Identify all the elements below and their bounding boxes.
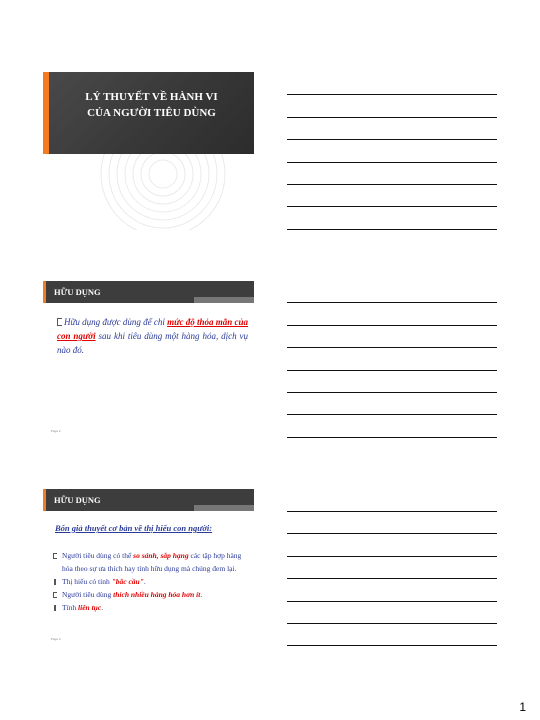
bullet-icon [54, 605, 56, 611]
slide-header [43, 281, 254, 303]
note-line [287, 645, 497, 646]
note-line [287, 139, 497, 140]
item-text: . [101, 603, 104, 612]
item-text: . [200, 590, 203, 599]
note-line [287, 229, 497, 230]
item-text: Người tiêu dùng [62, 590, 114, 599]
body-suffix: sau khi tiêu dùng một hàng hóa, dịch vụ nào đó. [57, 331, 249, 355]
note-line [287, 437, 497, 438]
accent-bar [43, 72, 49, 154]
list-item [53, 601, 248, 614]
body-prefix: Hữu dụng được dùng để chỉ [64, 317, 168, 327]
item-text: Thị hiếu có tính [62, 577, 112, 586]
page-label: Page 2 [51, 429, 61, 433]
item-text: Người tiêu dùng có thể [62, 551, 134, 560]
bullet-icon [54, 579, 56, 585]
slide-1-thumbnail [43, 72, 254, 230]
item-emphasis: thích nhiều hàng hóa hơn ít [113, 590, 201, 599]
page-number: 1 [519, 700, 526, 714]
slide-3-thumbnail [43, 489, 254, 647]
header-cap [194, 297, 254, 303]
note-line [287, 325, 497, 326]
title-block [43, 72, 254, 154]
note-line [287, 601, 497, 602]
note-line [287, 556, 497, 557]
accent-bar [43, 281, 46, 303]
slide-2-thumbnail [43, 281, 254, 439]
item-text: . [143, 577, 146, 586]
item-emphasis: liên tục [78, 603, 102, 612]
item-emphasis: so sánh, sắp hạng [133, 551, 189, 560]
note-line [287, 578, 497, 579]
list-item [53, 588, 248, 601]
note-line [287, 94, 497, 95]
note-line [287, 370, 497, 371]
item-text: Tính [62, 603, 79, 612]
bullet-icon [53, 553, 57, 559]
page-label: Page 3 [51, 637, 61, 641]
slide-subheading: Bốn giả thuyết cơ bản về thị hiếu con người: [55, 523, 213, 533]
note-line [287, 392, 497, 393]
slide-header [43, 489, 254, 511]
note-line [287, 533, 497, 534]
decorative-swirl [43, 154, 254, 230]
accent-bar [43, 489, 46, 511]
note-line [287, 206, 497, 207]
note-line [287, 302, 497, 303]
header-cap [194, 505, 254, 511]
list-item [53, 549, 248, 575]
note-line [287, 414, 497, 415]
note-line [287, 184, 497, 185]
note-line [287, 623, 497, 624]
item-emphasis: "bắc cầu" [111, 577, 144, 586]
slide-title: LÝ THUYẾT VỀ HÀNH VI CỦA NGƯỜI TIÊU DÙNG [85, 91, 218, 119]
bullet-icon [53, 592, 57, 598]
body-emphasis: mức độ thỏa mãn của con người [57, 317, 249, 341]
item-text: các tập hợp hàng hóa theo sự ưa thích hay tính hữu dụng mà chúng đem lại. [62, 551, 242, 573]
note-line [287, 162, 497, 163]
note-line [287, 511, 497, 512]
slide-header-title: HỮU DỤNG [54, 287, 101, 297]
slide-body [57, 315, 248, 357]
list-item [53, 575, 248, 588]
slide-header-title: HỮU DỤNG [54, 495, 101, 505]
swirl-graphic-icon [43, 154, 254, 230]
bullet-icon [57, 318, 62, 326]
note-line [287, 117, 497, 118]
note-line [287, 347, 497, 348]
assumption-list [53, 549, 248, 614]
